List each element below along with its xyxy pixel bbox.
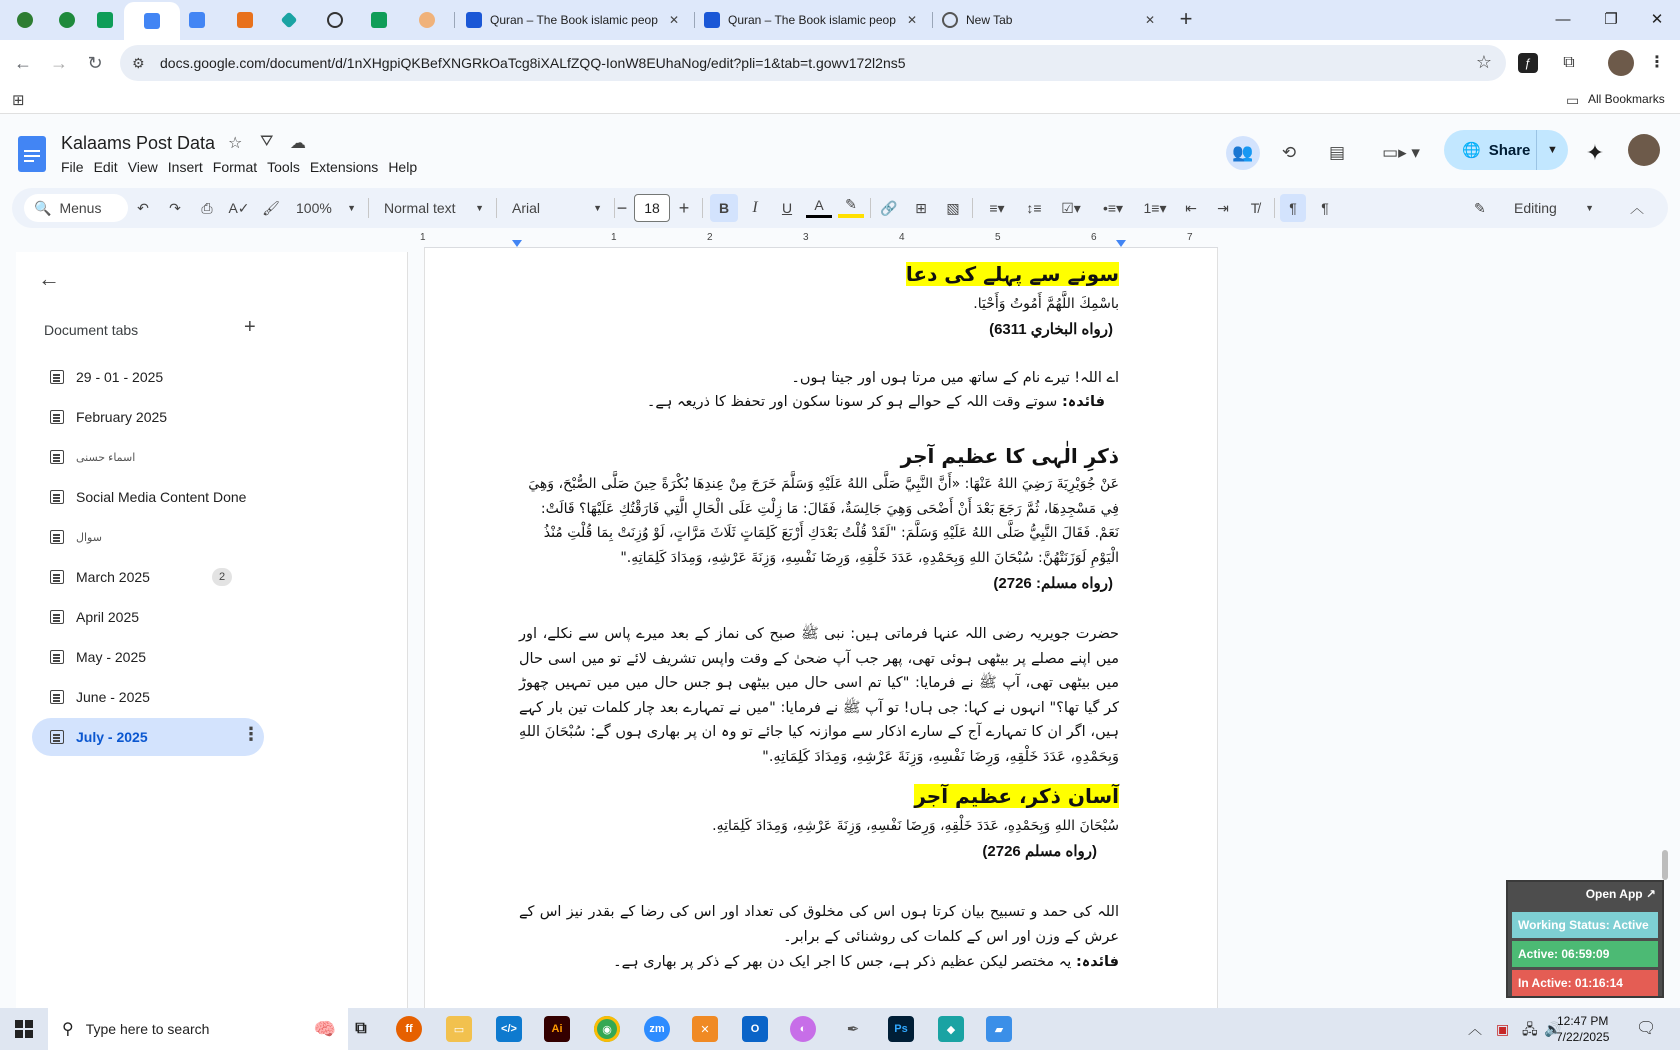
sidebar-item-label: July - 2025 [76,729,148,745]
rtl-text-icon[interactable]: ¶ [1280,194,1306,222]
pinned-tab-7[interactable] [272,6,306,34]
line-spacing-icon[interactable]: ↕≡ [1026,200,1042,216]
wordpress-icon [59,12,75,28]
menus-label: Menus [59,200,102,216]
forward-button[interactable]: → [50,53,68,73]
share-button[interactable] [1444,130,1568,170]
close-icon[interactable]: ✕ [1144,13,1156,27]
heading-dhikr: ذکرِ الٰہی کا عظیم آجر [900,444,1119,468]
heading-text: سونے سے پہلے کی دعا [905,262,1119,286]
ruler-mark: 5 [995,232,1001,243]
ruler-mark: 3 [803,232,809,243]
docs-icon [144,13,160,29]
checklist-icon[interactable]: ☑▾ [1061,199,1081,216]
show-hidden-icons[interactable]: ︿ [1468,1021,1482,1037]
menu-view[interactable]: View [127,159,158,175]
cloud-status-icon[interactable]: ☁ [290,135,306,152]
sidebar-item-label: March 2025 [76,569,150,585]
document-canvas [408,248,1668,1008]
inactive-time: In Active: 01:16:14 [1512,970,1658,996]
tab-title: Quran – The Book islamic peop [490,13,658,27]
highlight-color-icon[interactable]: ✎ [838,194,864,218]
app-icon [237,12,253,28]
new-tab-button[interactable]: + [1179,6,1193,31]
app-icon[interactable]: ◐ [790,1016,816,1042]
font-select[interactable] [506,194,608,222]
reference-bukhari: (رواه البخاري 6311) [989,321,1113,338]
tab-title: New Tab [966,13,1013,27]
style-select[interactable] [378,194,490,222]
document-icon [50,730,64,744]
chevron-down-icon: ▼ [593,203,602,213]
working-status: Working Status: Active [1512,912,1658,938]
photoshop-icon[interactable]: Ps [888,1016,914,1042]
document-icon [50,610,64,624]
menu-bar [61,157,427,177]
pencil-icon: ✎ [1474,199,1486,216]
browser-toolbar [0,40,1680,86]
add-comment-icon[interactable]: ⊞ [915,199,927,216]
chrome-menu-icon[interactable]: ⋮ [1649,54,1665,71]
document-icon [50,490,64,504]
close-icon[interactable]: ✕ [668,13,680,27]
sidebar-item-march-2025[interactable] [32,558,264,596]
site-info-icon[interactable]: ⚙ [132,54,145,71]
network-icon[interactable]: 🖧 [1522,1021,1538,1037]
docs-header [0,114,1680,178]
sidebar-item-label: Social Media Content Done [76,489,247,505]
ruler-mark: 2 [707,232,713,243]
xampp-icon[interactable]: ✕ [692,1016,718,1042]
sidebar-item-july-2025[interactable] [32,718,264,756]
right-indent-marker[interactable] [1116,240,1126,247]
ruler-mark: 4 [899,232,905,243]
numbered-list-icon[interactable]: 1≡▾ [1143,199,1167,216]
pinned-tab-9[interactable] [362,6,396,34]
document-icon [50,690,64,704]
pinned-tab-8[interactable] [318,6,352,34]
diamond-icon [281,12,298,29]
url-text: docs.google.com/document/d/1nXHgpiQKBefXNGRkOaTcg8iXALfZQQ-IonW8EUhaNog/edit?pli=1&tab=t.gowv172l2ns5 [160,55,906,71]
more-options-icon[interactable]: ⋮ [242,724,260,744]
align-select-icon[interactable]: ≡▾ [989,199,1005,216]
urdu-hadith-translation: حضرت جویریہ رضی اللہ عنہا فرماتی ہیں: نبی ﷺ صبح کی نماز کے بعد میرے پاس سے نکلے، اور میں اپنے مصلے پر بیٹھی ہوئی تھی، پھر جب آپ ضحیٰ کے وقت واپس تشریف لائے تو میں اسی حال میں بیٹھی تھی، آپ ﷺ نے فرمایا: "کیا تم اسی حال میں بیٹھی ہو جس حال میں میں تمہیں چھوڑ کر گیا تھا؟" انہوں نے کہا: جی ہاں! تو آپ ﷺ نے فرمایا: "میں نے تمہارے بعد چار کلمات تین بار کہے ہیں، اگر ان کا تمہارے آج کے سارے اذکار سے موازنہ کیا جائے تو وہ ان پر بھاری ہوں گے: سُبْحَانَ اللهِ وَبِحَمْدِهِ، عَدَدَ خَلْقِهِ، وَرِضَا نَفْسِهِ، وَزِنَةَ عَرْشِهِ، وَمِدَادَ كَلِمَاتِهِ." [519,626,1119,765]
urdu-translation-1: اے اللہ! تیرے نام کے ساتھ میں مرتا ہوں اور جیتا ہوں۔ [791,370,1119,386]
menu-file[interactable]: File [61,159,84,175]
taskbar-clock[interactable] [1556,1013,1609,1045]
open-app-link[interactable]: Open App ↗ [1585,887,1656,901]
close-window-button[interactable]: ✕ [1650,11,1664,28]
document-icon [50,450,64,464]
font-size-input[interactable]: 18 [634,194,670,222]
font-value: Arial [512,200,541,216]
move-icon[interactable]: ⛛ [260,133,274,150]
print-button[interactable]: ⎙ [201,199,213,216]
insert-image-icon[interactable]: ▧ [946,199,960,216]
chevron-down-icon: ▼ [347,203,356,213]
sidebar-item-label: اسماء حسنی [76,451,136,464]
document-icon [50,530,64,544]
benefit-text: یہ مختصر لیکن عظیم ذکر ہے، جس کا اجر ایک دن بھر کے ذکر پر بھاری ہے۔ [613,954,1076,970]
tray-app-icon[interactable]: ▣ [1496,1021,1510,1037]
document-icon [50,570,64,584]
all-bookmarks-link[interactable]: All Bookmarks [1588,92,1665,106]
decrease-indent-icon[interactable]: ⇤ [1185,199,1197,216]
bookmark-star-icon[interactable]: ☆ [1475,52,1492,72]
outlook-icon[interactable]: O [742,1016,768,1042]
clock-date: 7/22/2025 [1556,1030,1610,1044]
tab-quran-1[interactable] [456,6,692,34]
menu-help[interactable]: Help [388,159,418,175]
sidebar-item-label: June - 2025 [76,689,150,705]
chevron-down-icon: ▼ [1585,203,1594,213]
arabic-dua: باسْمِكَ اللَّهُمَّ أَمُوتُ وَأَحْيَا. [973,296,1119,312]
windows-taskbar [0,1008,1680,1050]
taskbar-search[interactable] [48,1008,348,1050]
sidebar-item-sawal[interactable] [32,518,264,556]
reference-muslim-2: (رواه مسلم 2726) [982,843,1097,860]
urdu-benefit-3 [519,950,1119,975]
ruler-mark: 6 [1091,232,1097,243]
address-bar[interactable] [120,45,1506,81]
document-icon [50,410,64,424]
style-value: Normal text [384,200,456,216]
pinned-tab-3[interactable] [88,6,122,34]
notifications-icon[interactable]: 🗨 [1636,1020,1657,1037]
editing-mode-select[interactable] [1466,194,1602,222]
search-icon: ⚲ [62,1021,74,1038]
site-icon [466,12,482,28]
arabic-tasbih: سُبْحَانَ اللهِ وَبِحَمْدِهِ، عَدَدَ خَلْقِهِ، وَرِضَا نَفْسِهِ، وَزِنَةَ عَرْشِهِ، وَمِدَادَ كَلِمَاتِهِ. [712,818,1119,834]
back-arrow-icon[interactable]: ← [38,266,60,291]
formatting-toolbar [12,188,1668,228]
sidebar-item-june-2025[interactable] [32,678,264,716]
sidebar-item-label: April 2025 [76,609,140,625]
zoom-select[interactable] [290,194,362,222]
collapse-toolbar-icon[interactable]: ︿ [1630,200,1644,216]
search-icon: 🔍 [34,199,52,216]
comments-icon[interactable]: ▤ [1328,143,1346,162]
benefit-label: فائدہ: [1075,954,1119,970]
tab-title: Quran – The Book islamic peop [728,13,896,27]
sidebar-item-label: February 2025 [76,409,168,425]
site-icon [704,12,720,28]
text-color-button[interactable]: A [806,194,832,218]
ruler-mark: 1 [420,232,426,243]
urdu-benefit-1 [519,390,1119,415]
version-history-icon[interactable]: ⟲ [1281,143,1297,162]
heading-sleep-dua [519,262,1119,286]
chrome-icon [942,12,958,28]
extensions-puzzle-icon[interactable]: ⧉ [1563,54,1575,71]
zoom-value: 100% [296,200,332,216]
folder-icon: ▭ [1566,92,1580,108]
sidebar-item-label: May - 2025 [76,649,147,665]
sidebar-item-february-2025[interactable] [32,398,264,436]
document-icon [50,650,64,664]
app-diamond-icon[interactable]: ◆ [938,1016,964,1042]
arabic-hadith: عَنْ جُوَيْرِيَةَ رَضِيَ اللهُ عَنْهَا: «أَنَّ النَّبِيَّ صَلَّى اللهُ عَلَيْهِ وَسَلَّمَ خَرَجَ مِنْ عِندِهَا بُكْرَةً حِينَ صَلَّى الصُّبْحَ، وَهِيَ فِي مَسْجِدِهَا، ثُمَّ رَجَعَ بَعْدَ أَنْ أَضْحَى وَهِيَ جَالِسَةٌ، فَقَالَ: مَا زِلْتِ عَلَى الْحَالِ الَّتِي فَارَقْتُكِ عَلَيْهَا؟ قَالَتْ: نَعَمْ. فَقَالَ النَّبِيُّ صَلَّى اللهُ عَلَيْهِ وَسَلَّمَ: "لَقَدْ قُلْتُ بَعْدَكِ أَرْبَعَ كَلِمَاتٍ ثَلَاثَ مَرَّاتٍ، لَوْ وُزِنَتْ بِمَا قُلْتِ مُنْذُ الْيَوْمِ لَوَزَنَتْهُنَّ: سُبْحَانَ اللهِ وَبِحَمْدِهِ، عَدَدَ خَلْقِهِ، وَرِضَا نَفْسِهِ، وَزِنَةَ عَرْشِهِ، وَمِدَادَ كَلِمَاتِهِ." [528,476,1119,566]
globe-icon [17,12,33,28]
pinned-tab-10[interactable] [410,6,444,34]
app-icon[interactable]: ▰ [986,1016,1012,1042]
ruler-mark: 7 [1187,232,1193,243]
gemini-sparkle-icon[interactable]: ✦ [1585,140,1605,165]
volume-icon[interactable]: 🔊 [1544,1021,1562,1037]
insert-link-icon[interactable]: 🔗 [880,199,898,216]
zoom-icon[interactable]: zm [644,1016,670,1042]
pinned-tab-6[interactable] [228,6,262,34]
underline-button[interactable]: U [781,200,793,216]
sidebar-item-may-2025[interactable] [32,638,264,676]
browser-tab-strip [0,0,1680,40]
bold-button[interactable]: B [710,194,738,222]
left-indent-marker[interactable] [512,240,522,247]
reload-button[interactable]: ↻ [87,53,103,73]
menu-edit[interactable]: Edit [93,159,118,175]
spellcheck-button[interactable]: A✓ [228,199,250,216]
sidebar-item-april-2025[interactable] [32,598,264,636]
sidebar-title: Document tabs [44,322,139,338]
docs-icon [189,12,205,28]
heading-text: آسان ذکر، عظیم آجر [914,784,1119,808]
benefit-text: سوتے وقت اللہ کے حوالے ہو کر سونا سکون اور تحفظ کا ذریعہ ہے۔ [646,394,1062,410]
sidebar-item-29-01-2025[interactable] [32,358,264,396]
pinned-tab-2[interactable] [50,6,84,34]
minimize-button[interactable]: — [1555,11,1571,28]
bookmarks-bar [0,86,1680,114]
share-dropdown-icon[interactable]: ▼ [1536,130,1568,170]
active-time: Active: 06:59:09 [1512,941,1658,967]
menu-tools[interactable]: Tools [267,159,300,175]
chevron-down-icon: ▼ [475,203,484,213]
openai-icon [327,12,343,28]
tab-new-tab[interactable] [932,6,1168,34]
undo-button[interactable]: ↶ [137,199,149,216]
menu-format[interactable]: Format [212,159,258,175]
redo-button[interactable]: ↷ [169,199,181,216]
sidebar-item-label: 29 - 01 - 2025 [76,369,164,385]
profile-avatar[interactable] [1608,50,1634,76]
tab-quran-2[interactable] [694,6,930,34]
italic-button[interactable]: I [752,199,758,216]
firefox-icon[interactable]: ff [396,1016,422,1042]
ltr-text-icon[interactable]: ¶ [1321,200,1329,216]
meet-video-icon[interactable]: ▭▸ ▾ [1382,143,1420,162]
increase-font-size-button[interactable]: + [678,197,690,218]
ruler-mark: 1 [611,232,617,243]
subtab-count-badge: 2 [212,568,232,586]
sidebar-item-label: سوال [76,531,102,544]
illustrator-icon[interactable]: Ai [544,1016,570,1042]
scrollbar-thumb[interactable] [1662,850,1668,880]
chrome-icon[interactable]: ◉ [594,1016,620,1042]
extension-icon[interactable]: ƒ [1518,53,1538,73]
menu-extensions[interactable]: Extensions [309,159,379,175]
menu-insert[interactable]: Insert [167,159,203,175]
paint-format-button[interactable]: 🖌 [262,199,280,216]
docs-logo-icon[interactable] [18,136,46,172]
meet-presence-icon[interactable]: 👥 [1226,136,1260,170]
share-label: Share [1488,141,1531,159]
menus-search[interactable] [24,194,128,222]
pen-tool-icon[interactable]: ✒ [846,1021,860,1038]
back-button[interactable]: ← [14,53,32,73]
sheets-icon [97,12,113,28]
urdu-translation-3: اللہ کی حمد و تسبیح بیان کرتا ہوں اس کی مخلوق کی تعداد اور اس کی رضا کے بقدر نیز اس کے عرش کے وزن اور اس کے کلمات کی روشنائی کے برابر۔ [519,904,1119,945]
vscode-icon[interactable]: </> [496,1016,522,1042]
windows-icon [15,1020,33,1038]
sheets-icon [371,12,387,28]
task-view-icon[interactable]: ⧉ [355,1020,367,1037]
heading-easy-dhikr [519,784,1119,808]
clock-time: 12:47 PM [1557,1014,1609,1028]
increase-indent-icon[interactable]: ⇥ [1217,199,1229,216]
pinned-tab-docs-active[interactable] [124,2,180,40]
close-icon[interactable]: ✕ [906,13,918,27]
search-placeholder: Type here to search [85,1021,210,1037]
sidebar-item-social-media[interactable] [32,478,264,516]
document-tabs-sidebar [16,252,408,1012]
add-tab-button[interactable]: + [244,316,256,338]
benefit-label: فائدہ: [1061,394,1105,410]
globe-icon: 🌐 [1462,142,1481,159]
sidebar-item-asma-husna[interactable] [32,438,264,476]
working-status-widget [1506,880,1664,998]
document-page[interactable] [424,248,1218,1008]
brain-icon: 🧠 [313,1018,336,1039]
start-button[interactable] [0,1008,48,1050]
restore-button[interactable]: ❐ [1604,11,1618,28]
app-icon [419,12,435,28]
bulleted-list-icon[interactable]: •≡▾ [1102,199,1124,216]
decrease-font-size-button[interactable]: − [616,197,628,218]
reference-muslim: (رواه مسلم: 2726) [993,575,1113,592]
ruler [420,232,1218,248]
account-avatar[interactable] [1628,134,1660,166]
document-icon [50,370,64,384]
clear-formatting-icon[interactable]: T̸ [1250,200,1260,216]
file-explorer-icon[interactable]: ▭ [446,1016,472,1042]
pinned-tab-1[interactable] [8,6,42,34]
star-icon[interactable]: ☆ [228,135,243,152]
document-title[interactable]: Kalaams Post Data [61,133,216,153]
mode-value: Editing [1514,200,1557,216]
pinned-tab-5[interactable] [180,6,214,34]
apps-grid-icon[interactable]: ⊞ [12,92,25,109]
